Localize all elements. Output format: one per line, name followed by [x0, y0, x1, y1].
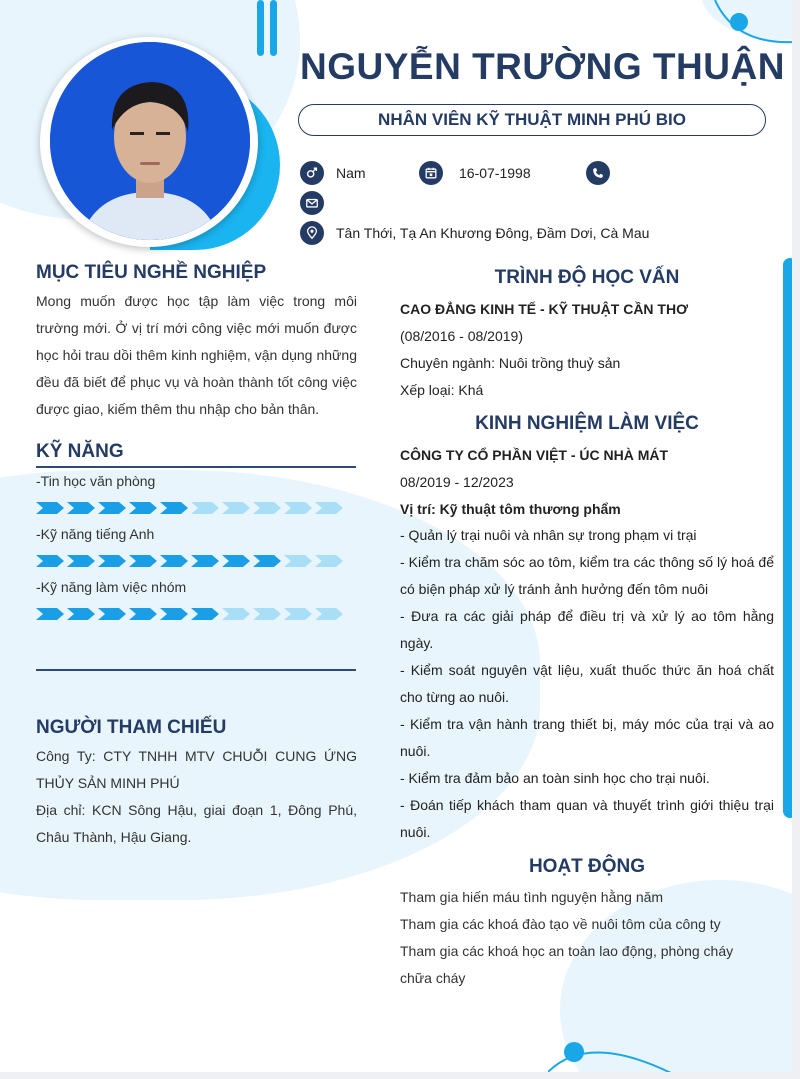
skill-chevron-filled: [36, 555, 64, 567]
skill-chevron-empty: [222, 502, 250, 514]
skill-chevron-empty: [315, 502, 343, 514]
duty-item: - Kiểm tra đảm bảo an toàn sinh học cho trại nuôi.: [400, 770, 710, 786]
activity-item: Tham gia các khoá học an toàn lao động, phòng cháy chữa cháy: [400, 943, 734, 986]
objective-text: Mong muốn được học tập làm việc trong môi trường mới. Ở vị trí mới công việc mới muốn được học hỏi trau dồi thêm kinh nghiệm, vận dụng những đều đã biết để phục vụ và hoàn thành tốt công việc được giao, kiếm thêm thu nhập cho bản thân.: [36, 293, 357, 417]
duty-item: - Kiểm soát nguyên vật liệu, xuất thuốc thức ăn hoá chất cho từng ao nuôi.: [400, 662, 774, 705]
candidate-name: NGUYỄN TRƯỜNG THUẬN: [300, 46, 785, 87]
skill-bar-english: [36, 555, 346, 567]
experience-duties: [400, 522, 774, 846]
duty-item: - Kiểm tra chăm sóc ao tôm, kiểm tra các thông số lý hoá để có biện pháp xử lý tránh ảnh hưởng đến tôm nuôi: [400, 554, 774, 597]
gender-icon: [300, 161, 324, 185]
experience-position: Vị trí: Kỹ thuật tôm thương phẩm: [400, 501, 621, 517]
birthday-value: 16-07-1998: [459, 165, 531, 181]
duty-item: - Kiểm tra vận hành trang thiết bị, máy móc của trại và ao nuôi.: [400, 716, 774, 759]
skill-chevron-filled: [191, 608, 219, 620]
skill-label-office: -Tin học văn phòng: [36, 473, 156, 489]
skill-chevron-empty: [284, 555, 312, 567]
corner-decoration-bottom: [548, 1032, 678, 1072]
activity-item: Tham gia các khoá đào tạo về nuôi tôm của công ty: [400, 916, 721, 932]
corner-decoration-top: [705, 0, 792, 50]
email-icon: [300, 191, 324, 215]
skill-chevron-filled: [253, 555, 281, 567]
activity-item: Tham gia hiến máu tình nguyện hằng năm: [400, 889, 664, 905]
reference-address: Địa chỉ: KCN Sông Hậu, giai đoạn 1, Đông Phú, Châu Thành, Hậu Giang.: [36, 802, 357, 845]
skills-bottom-divider: [36, 669, 356, 671]
person-silhouette: [50, 42, 250, 240]
skills-title: KỸ NĂNG: [36, 441, 124, 462]
references-title: NGƯỜI THAM CHIẾU: [36, 717, 227, 738]
job-title: NHÂN VIÊN KỸ THUẬT MINH PHÚ BIO: [298, 104, 766, 136]
skill-chevron-filled: [129, 608, 157, 620]
experience-title: KINH NGHIỆM LÀM VIỆC: [475, 413, 699, 434]
skill-chevron-filled: [36, 502, 64, 514]
education-rank: Xếp loại: Khá: [400, 382, 484, 398]
top-accent-bar-1: [257, 0, 264, 56]
skill-chevron-filled: [160, 555, 188, 567]
skill-chevron-empty: [222, 608, 250, 620]
skill-chevron-filled: [129, 502, 157, 514]
skill-chevron-filled: [67, 555, 95, 567]
skill-bar-office: [36, 502, 346, 514]
top-accent-bar-2: [270, 0, 277, 56]
skill-chevron-filled: [67, 502, 95, 514]
reference-company: Công Ty: CTY TNHH MTV CHUỖI CUNG ỨNG THỦY SẢN MINH PHÚ: [36, 748, 357, 791]
skill-chevron-filled: [222, 555, 250, 567]
education-major: Chuyên ngành: Nuôi trồng thuỷ sản: [400, 355, 621, 371]
skill-chevron-empty: [253, 608, 281, 620]
skill-label-english: -Kỹ năng tiếng Anh: [36, 526, 155, 542]
skill-chevron-filled: [67, 608, 95, 620]
right-accent-bar: [783, 258, 792, 818]
skill-label-teamwork: -Kỹ năng làm việc nhóm: [36, 579, 187, 595]
skill-chevron-filled: [160, 608, 188, 620]
skill-chevron-filled: [98, 555, 126, 567]
skill-chevron-empty: [253, 502, 281, 514]
skill-chevron-empty: [191, 502, 219, 514]
skill-chevron-filled: [129, 555, 157, 567]
profile-photo: [50, 42, 250, 240]
objective-title: MỤC TIÊU NGHỀ NGHIỆP: [36, 262, 267, 283]
skill-chevron-empty: [315, 555, 343, 567]
skill-chevron-empty: [315, 608, 343, 620]
duty-item: - Đưa ra các giải pháp để điều trị và xử lý ao tôm hằng ngày.: [400, 608, 774, 651]
calendar-icon: [419, 161, 443, 185]
experience-company: CÔNG TY CỔ PHẦN VIỆT - ÚC NHÀ MÁT: [400, 447, 669, 463]
skill-chevron-filled: [98, 502, 126, 514]
skill-chevron-filled: [191, 555, 219, 567]
address-value: Tân Thới, Tạ An Khương Đông, Đầm Dơi, Cà Mau: [336, 225, 650, 241]
skill-bar-teamwork: [36, 608, 346, 620]
activities-title: HOẠT ĐỘNG: [528, 856, 646, 877]
skill-chevron-empty: [284, 608, 312, 620]
location-icon: [300, 221, 324, 245]
skill-chevron-empty: [284, 502, 312, 514]
skills-divider: [36, 466, 356, 468]
duty-item: - Đoán tiếp khách tham quan và thuyết trình giới thiệu trại nuôi.: [400, 797, 774, 840]
gender-value: Nam: [336, 165, 366, 181]
education-school: CAO ĐẲNG KINH TẾ - KỸ THUẬT CẦN THƠ: [400, 301, 689, 317]
duty-item: - Quản lý trại nuôi và nhân sự trong phạm vi trại: [400, 527, 697, 543]
experience-period: 08/2019 - 12/2023: [400, 474, 514, 490]
education-title: TRÌNH ĐỘ HỌC VẤN: [494, 267, 680, 288]
education-period: (08/2016 - 08/2019): [400, 328, 523, 344]
skill-chevron-filled: [98, 608, 126, 620]
phone-icon: [586, 161, 610, 185]
skill-chevron-filled: [36, 608, 64, 620]
skill-chevron-filled: [160, 502, 188, 514]
